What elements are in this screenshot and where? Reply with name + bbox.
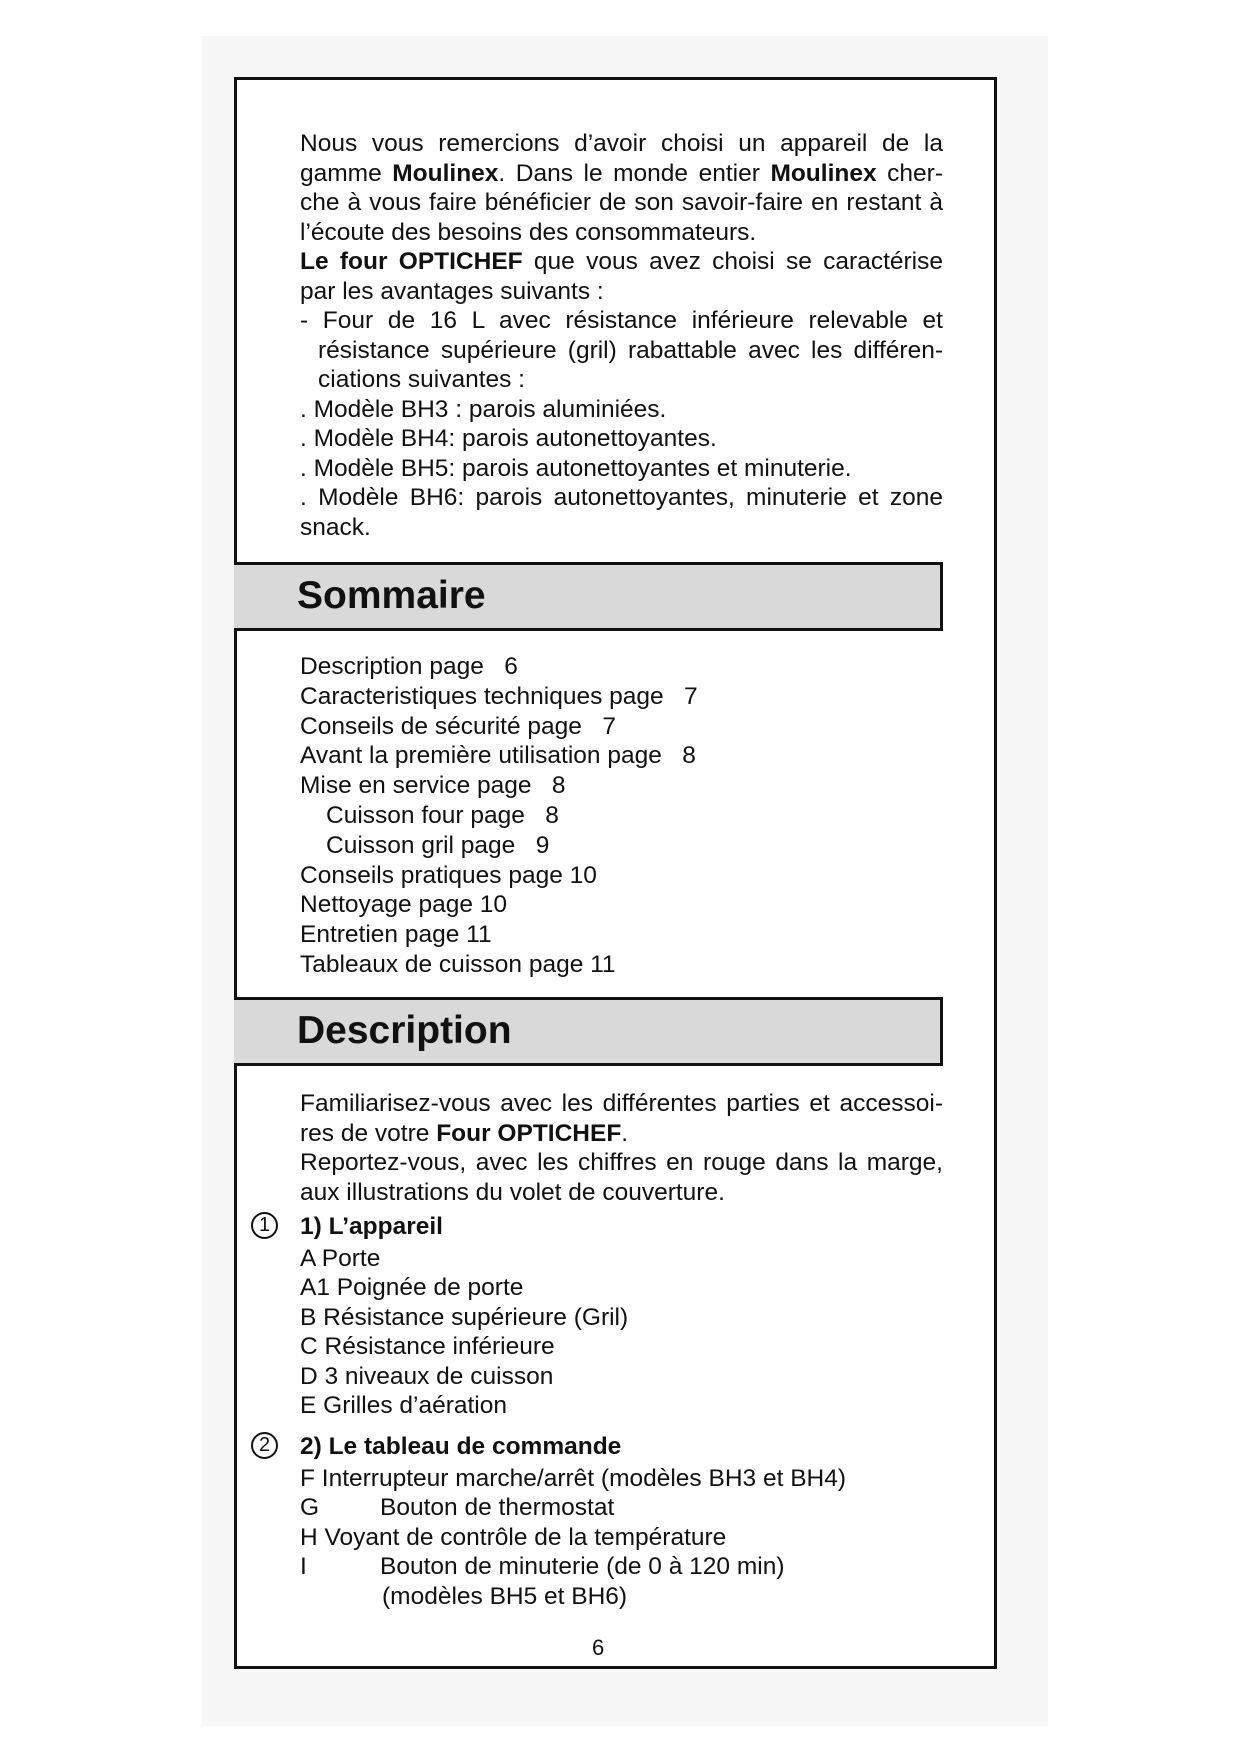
description-line: res de votre Four OPTICHEF.	[300, 1119, 629, 1147]
intro-line: Le four OPTICHEF que vous avez choisi se caractérise	[300, 248, 943, 275]
sommaire-heading-band	[234, 562, 943, 631]
intro-line: . Modèle BH3 : parois aluminiées.	[300, 395, 667, 423]
table-of-contents	[300, 652, 943, 980]
toc-item: Caracteristiques techniques page 7	[300, 682, 698, 710]
part-item: F Interrupteur marche/arrêt (modèles BH3 et BH4)	[300, 1464, 847, 1492]
toc-subitem: Cuisson gril page 9	[326, 831, 550, 859]
description-line: Reportez-vous, avec les chiffres en rouge dans la marge,	[300, 1149, 943, 1176]
section-tableau-commande	[300, 1432, 943, 1611]
part-item: E Grilles d’aération	[300, 1392, 507, 1419]
intro-line: che à vous faire bénéficier de son savoir-faire en restant à	[300, 189, 943, 216]
page-number: 6	[592, 1635, 605, 1660]
toc-item: Tableaux de cuisson page 11	[300, 950, 616, 978]
toc-item: Entretien page 11	[300, 921, 492, 949]
intro-line: - Four de 16 L avec résistance inférieure relevable et	[300, 307, 943, 334]
intro-line: . Modèle BH6: parois autonettoyantes, minuterie et zone	[300, 484, 943, 511]
marker-1-icon: 1	[251, 1212, 278, 1239]
part-item: A1 Poignée de porte	[300, 1274, 524, 1301]
toc-item: Nettoyage page 10	[300, 891, 508, 919]
toc-item: Mise en service page 8	[300, 772, 566, 800]
toc-item: Avant la première utilisation page 8	[300, 742, 696, 770]
toc-item: Conseils de sécurité page 7	[300, 712, 616, 740]
description-heading: Description	[297, 1009, 512, 1052]
toc-item: Description page 6	[300, 653, 518, 680]
description-line: aux illustrations du volet de couverture.	[300, 1178, 725, 1206]
part-item: B Résistance supérieure (Gril)	[300, 1303, 629, 1331]
intro-line: . Modèle BH4: parois autonettoyantes.	[300, 425, 717, 452]
product-name: Le four OPTICHEF	[300, 248, 523, 275]
brand-name: Moulinex	[392, 159, 499, 187]
part-item: D 3 niveaux de cuisson	[300, 1362, 554, 1390]
brand-name: Moulinex	[770, 159, 877, 187]
description-line: Familiarisez-vous avec les différentes parties et accessoi-	[300, 1090, 943, 1117]
intro-line: résistance supérieure (gril) rabattable avec les différen-	[318, 336, 943, 364]
intro-section	[300, 129, 943, 542]
description-heading-band	[234, 997, 943, 1066]
part-item: G Bouton de thermostat	[300, 1494, 615, 1521]
intro-line: gamme Moulinex. Dans le monde entier Moulinex cher-	[300, 159, 943, 187]
part-item: H Voyant de contrôle de la température	[300, 1523, 727, 1551]
sommaire-heading: Sommaire	[297, 574, 486, 617]
intro-line: l’écoute des besoins des consommateurs.	[300, 218, 757, 246]
part-item: C Résistance inférieure	[300, 1333, 555, 1360]
part-item-continued: (modèles BH5 et BH6)	[382, 1582, 628, 1610]
section-appareil	[300, 1212, 943, 1421]
marker-2-icon: 2	[251, 1432, 278, 1459]
section-title: 1) L’appareil	[300, 1213, 443, 1240]
toc-item: Conseils pratiques page 10	[300, 861, 597, 889]
intro-line: par les avantages suivants :	[300, 277, 604, 305]
part-item: A Porte	[300, 1244, 381, 1272]
intro-line: Nous vous remercions d’avoir choisi un appareil de la	[300, 130, 943, 157]
product-name: Four OPTICHEF	[436, 1119, 622, 1147]
intro-line: snack.	[300, 513, 371, 541]
description-intro	[300, 1089, 943, 1207]
intro-line: . Modèle BH5: parois autonettoyantes et minuterie.	[300, 454, 852, 482]
section-title: 2) Le tableau de commande	[300, 1433, 622, 1460]
toc-subitem: Cuisson four page 8	[326, 801, 559, 829]
part-item: I Bouton de minuterie (de 0 à 120 min)	[300, 1553, 785, 1580]
intro-line: ciations suivantes :	[318, 366, 525, 393]
